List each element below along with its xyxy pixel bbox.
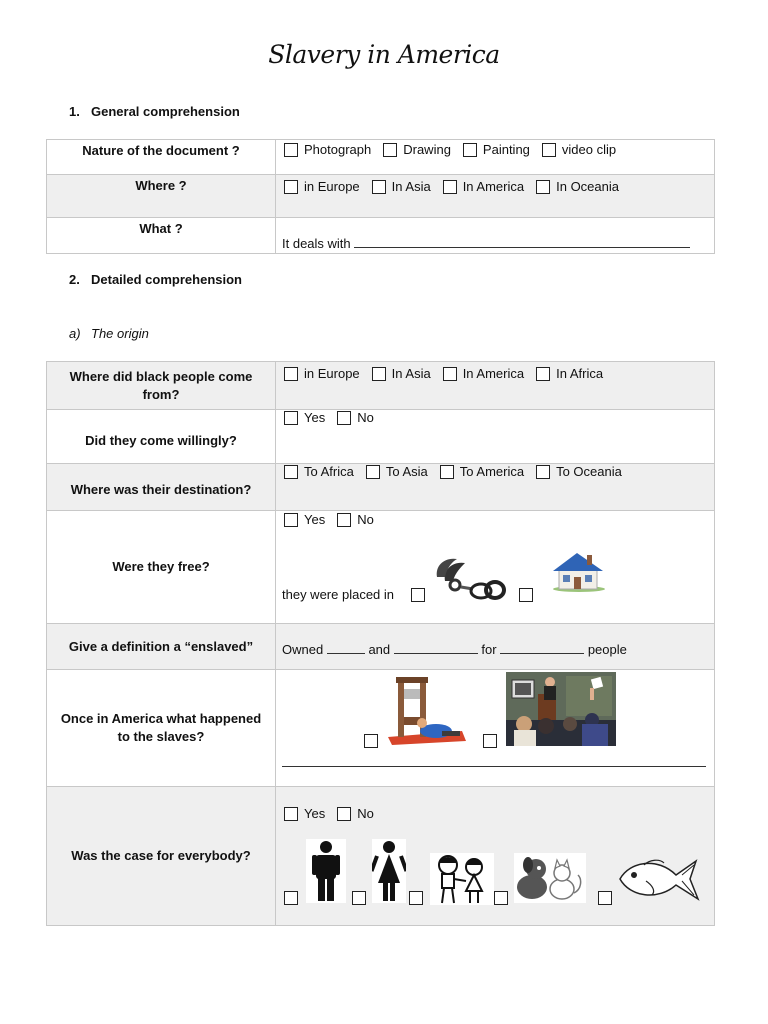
answer-cell [276, 670, 715, 787]
option-label: In Asia [391, 366, 431, 381]
option-to-oceania[interactable] [536, 464, 622, 479]
option-europe[interactable] [284, 366, 360, 381]
checkbox[interactable] [284, 807, 298, 821]
checkbox[interactable] [337, 513, 351, 527]
option-to-africa[interactable] [284, 464, 354, 479]
man-icon [306, 839, 346, 903]
table-row [47, 787, 715, 926]
auction-image [506, 672, 616, 746]
answer-prefix: It deals with [282, 236, 351, 251]
question-cell [47, 362, 276, 410]
table-row [47, 140, 715, 175]
option-label: No [357, 512, 374, 527]
option-label: In Africa [556, 366, 604, 381]
option-america[interactable] [443, 179, 524, 194]
answer-cell [276, 362, 715, 410]
question-cell [47, 175, 276, 218]
answer-cell [276, 140, 715, 175]
checkbox[interactable] [337, 807, 351, 821]
definition-blank-3[interactable] [500, 653, 584, 654]
table-row [47, 362, 715, 410]
section-heading-1 [69, 104, 240, 119]
woman-icon [372, 839, 406, 903]
pets-icon [514, 853, 586, 903]
option-america[interactable] [443, 366, 524, 381]
option-label: In America [462, 179, 525, 194]
question-happened: Once in America what happened to the slaves? [60, 711, 262, 744]
option-label: In Asia [391, 179, 431, 194]
option-label: Yes [304, 410, 326, 425]
option-label: Photograph [304, 142, 372, 157]
question-cell [47, 624, 276, 670]
answer-cell [276, 464, 715, 511]
answer-blank[interactable] [354, 247, 690, 248]
children-icon [430, 853, 494, 905]
table-row [47, 218, 715, 254]
question-free: Were they free? [112, 559, 210, 574]
question-cell [47, 140, 276, 175]
nature-options [276, 140, 714, 157]
option-africa[interactable] [536, 366, 603, 381]
question-cell [47, 511, 276, 624]
question-definition: Give a definition a “enslaved” [68, 638, 254, 654]
question-where: Where ? [135, 178, 187, 193]
guillotine-image [384, 675, 468, 747]
shackles-checkbox[interactable] [411, 588, 425, 602]
man-checkbox[interactable] [284, 891, 298, 905]
subsection-label: The origin [91, 326, 149, 341]
answer-cell [276, 410, 715, 464]
checkbox[interactable] [536, 367, 550, 381]
checkbox[interactable] [536, 465, 550, 479]
option-label: Yes [304, 512, 326, 527]
option-yes[interactable] [284, 806, 325, 821]
question-cell [47, 670, 276, 787]
fish-icon [616, 851, 702, 907]
table-row [47, 624, 715, 670]
subsection-number: a) [69, 326, 81, 341]
checkbox[interactable] [372, 180, 386, 194]
option-no[interactable] [337, 806, 374, 821]
checkbox[interactable] [440, 465, 454, 479]
checkbox[interactable] [337, 411, 351, 425]
checkbox[interactable] [284, 513, 298, 527]
option-label: Yes [304, 806, 326, 821]
question-cell [47, 218, 276, 254]
question-origin: Where did black people come from? [69, 368, 253, 402]
option-painting[interactable] [463, 142, 530, 157]
definition-blank-2[interactable] [394, 653, 478, 654]
checkbox[interactable] [443, 367, 457, 381]
checkbox[interactable] [284, 465, 298, 479]
checkbox[interactable] [463, 143, 477, 157]
house-image [549, 549, 607, 593]
question-nature: Nature of the document ? [82, 143, 240, 158]
option-europe[interactable] [284, 179, 360, 194]
checkbox[interactable] [284, 411, 298, 425]
option-label: No [357, 410, 374, 425]
checkbox[interactable] [443, 180, 457, 194]
question-cell [47, 787, 276, 926]
question-cell [47, 410, 276, 464]
shackles-image [431, 551, 509, 601]
option-no[interactable] [337, 512, 374, 527]
checkbox[interactable] [372, 367, 386, 381]
question-everybody: Was the case for everybody? [71, 848, 251, 863]
option-photograph[interactable] [284, 142, 371, 157]
option-to-asia[interactable] [366, 464, 428, 479]
page-title: Slavery in America [268, 40, 500, 69]
section-number: 2. [69, 272, 80, 287]
free-options [284, 512, 386, 527]
placed-in-label: they were placed in [282, 587, 395, 602]
answer-cell [276, 787, 715, 926]
table-row [47, 464, 715, 511]
destination-options [276, 464, 714, 479]
everybody-options [284, 806, 386, 821]
table-row [47, 175, 715, 218]
question-what: What ? [139, 221, 183, 236]
answer-cell [276, 511, 715, 624]
option-label: video clip [561, 142, 617, 157]
table-row [47, 670, 715, 787]
woman-checkbox[interactable] [352, 891, 366, 905]
willingly-options [276, 410, 714, 425]
option-label: No [357, 806, 374, 821]
guillotine-checkbox[interactable] [364, 734, 378, 748]
definition-answer [276, 624, 714, 657]
option-drawing[interactable] [383, 142, 451, 157]
origin-options [276, 362, 714, 381]
option-no[interactable] [337, 410, 374, 425]
general-comprehension-table [46, 139, 715, 254]
option-yes[interactable] [284, 512, 325, 527]
option-label: To Africa [304, 464, 354, 479]
option-label: To Oceania [556, 464, 622, 479]
children-checkbox[interactable] [409, 891, 423, 905]
option-asia[interactable] [372, 179, 431, 194]
option-label: To Asia [385, 464, 428, 479]
option-label: in Europe [304, 366, 360, 381]
definition-word: and [368, 642, 391, 657]
fish-checkbox[interactable] [598, 891, 612, 905]
option-oceania[interactable] [536, 179, 619, 194]
definition-word: Owned [282, 642, 324, 657]
answer-cell [276, 624, 715, 670]
definition-word: for [481, 642, 497, 657]
option-label: in Europe [304, 179, 360, 194]
happened-answer-line[interactable] [282, 766, 706, 767]
option-video-clip[interactable] [542, 142, 616, 157]
option-asia[interactable] [372, 366, 431, 381]
answer-cell [276, 175, 715, 218]
auction-checkbox[interactable] [483, 734, 497, 748]
origin-table [46, 361, 715, 926]
checkbox[interactable] [284, 367, 298, 381]
table-row [47, 410, 715, 464]
checkbox[interactable] [542, 143, 556, 157]
option-label: To America [459, 464, 525, 479]
where-options [276, 175, 714, 194]
checkbox[interactable] [284, 180, 298, 194]
question-willingly: Did they come willingly? [85, 432, 237, 448]
option-label: Drawing [403, 142, 451, 157]
section-label: Detailed comprehension [91, 272, 242, 287]
section-number: 1. [69, 104, 80, 119]
pets-checkbox[interactable] [494, 891, 508, 905]
what-answer [276, 218, 714, 251]
definition-word: people [587, 642, 627, 657]
checkbox[interactable] [536, 180, 550, 194]
option-label: In America [462, 366, 525, 381]
option-yes[interactable] [284, 410, 325, 425]
checkbox[interactable] [383, 143, 397, 157]
answer-cell [276, 218, 715, 254]
question-cell [47, 464, 276, 511]
definition-blank-1[interactable] [327, 653, 365, 654]
section-label: General comprehension [91, 104, 240, 119]
house-checkbox[interactable] [519, 588, 533, 602]
section-heading-2 [69, 272, 242, 287]
checkbox[interactable] [366, 465, 380, 479]
table-row [47, 511, 715, 624]
option-label: In Oceania [556, 179, 619, 194]
question-destination: Where was their destination? [70, 482, 252, 497]
option-to-america[interactable] [440, 464, 524, 479]
option-label: Painting [482, 142, 530, 157]
checkbox[interactable] [284, 143, 298, 157]
subsection-heading [69, 326, 149, 341]
